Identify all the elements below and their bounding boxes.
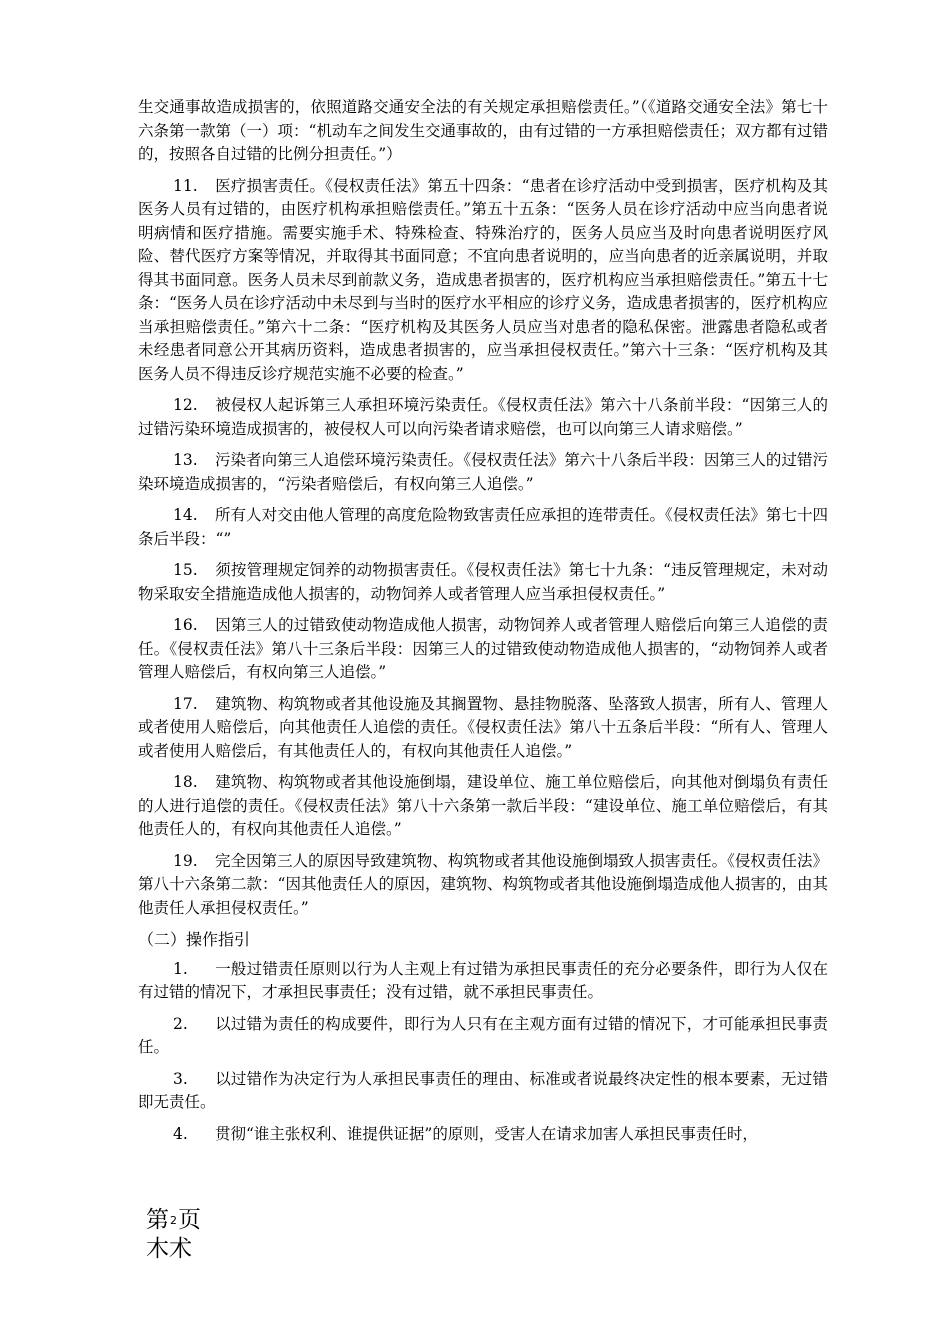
- page-footer: [146, 1206, 201, 1263]
- item-text: 因第三人的过错致使动物造成他人损害，动物饲养人或者管理人赔偿后向第三人追偿的责任。《侵权责任法》第八十三条后半段：因第三人的过错致使动物造成他人损害的，“动物饲养人或者管理人赔偿后，有权向第三人追偿。”: [138, 616, 828, 681]
- list-item: [138, 771, 828, 842]
- item-number: 15.: [173, 561, 198, 579]
- item-number: 18.: [173, 773, 198, 791]
- guide-items-list: [138, 958, 828, 1147]
- item-text: 以过错为责任的构成要件，即行为人只有在主观方面有过错的情况下，才可能承担民事责任。: [138, 1014, 828, 1056]
- item-number: 17.: [173, 694, 198, 713]
- item-text: 贯彻“谁主张权利、谁提供证据”的原则，受害人在请求加害人承担民事责任时，: [215, 1124, 758, 1143]
- list-item: [138, 1123, 828, 1147]
- footer-page-suffix: 页: [178, 1207, 201, 1233]
- item-text: 一般过错责任原则以行为人主观上有过错为承担民事责任的充分必要条件，即行为人仅在有过错的情况下，才承担民事责任；没有过错，就不承担民事责任。: [138, 959, 828, 1001]
- list-item: [138, 1068, 828, 1115]
- item-number: 4.: [173, 1124, 188, 1143]
- item-number: 1.: [173, 959, 188, 978]
- item-text: 建筑物、构筑物或者其他设施及其搁置物、悬挂物脱落、坠落致人损害，所有人、管理人或者使用人赔偿后，向其他责任人追偿的责任。《侵权责任法》第八十五条后半段：“所有人、管理人或者使用人赔偿后，有其他责任人的，有权向其他责任人追偿。”: [138, 694, 828, 760]
- footer-page-label: [146, 1206, 201, 1235]
- list-item: [138, 614, 828, 685]
- list-item: [138, 394, 828, 441]
- item-number: 19.: [173, 851, 198, 870]
- list-item: [138, 850, 828, 921]
- list-item: [138, 449, 828, 496]
- item-text: 所有人对交由他人管理的高度危险物致害责任应承担的连带责任。《侵权责任法》第七十四条后半段：“”: [138, 506, 828, 548]
- item-text: 建筑物、构筑物或者其他设施倒塌，建设单位、施工单位赔偿后，向其他对倒塌负有责任的人进行追偿的责任。《侵权责任法》第八十六条第一款后半段：“建设单位、施工单位赔偿后，有其他责任人的，有权向其他责任人追偿。”: [138, 773, 828, 838]
- liability-items-list: [138, 175, 828, 921]
- item-number: 2.: [173, 1014, 188, 1033]
- item-text: 医疗损害责任。《侵权责任法》第五十四条：“患者在诊疗活动中受到损害，医疗机构及其医务人员有过错的，由医疗机构承担赔偿责任。”第五十五条：“医务人员在诊疗活动中应当向患者说明病情和医疗措施。需要实施手术、特殊检查、特殊治疗的，医务人员应当及时向患者说明医疗风险、替代医疗方案等情况，并取得其书面同意；不宜向患者说明的，应当向患者的近亲属说明，并取得其书面同意。医务人员未尽到前款义务，造成患者损害的，医疗机构应当承担赔偿责任。”第五十七条：“医务人员在诊疗活动中未尽到与当时的医疗水平相应的诊疗义务，造成患者损害的，医疗机构应当承担赔偿责任。”第六十二条：“医疗机构及其医务人员应当对患者的隐私保密。泄露患者隐私或者未经患者同意公开其病历资料，造成患者损害的，应当承担侵权责任。”第六十三条：“医疗机构及其医务人员不得违反诊疗规范实施不必要的检查。”: [138, 176, 828, 383]
- list-item: [138, 958, 828, 1005]
- item-text: 以过错作为决定行为人承担民事责任的理由、标准或者说最终决定性的根本要素，无过错即无责任。: [138, 1069, 828, 1111]
- item-number: 16.: [173, 616, 198, 634]
- section-heading: （二）操作指引: [138, 930, 251, 949]
- item-text: 被侵权人起诉第三人承担环境污染责任。《侵权责任法》第六十八条前半段：“因第三人的过错污染环境造成损害的，被侵权人可以向污染者请求赔偿，也可以向第三人请求赔偿。”: [138, 396, 828, 438]
- page-number: 2: [170, 1213, 177, 1227]
- item-number: 3.: [173, 1069, 188, 1088]
- footer-second-line: 木术: [146, 1235, 192, 1262]
- list-item: [138, 693, 828, 764]
- document-body: [138, 96, 828, 1154]
- list-item: [138, 1013, 828, 1060]
- item-number: 14.: [173, 506, 198, 524]
- item-text: 污染者向第三人追偿环境污染责任。《侵权责任法》第六十八条后半段：因第三人的过错污染环境造成损害的，“污染者赔偿后，有权向第三人追偿。”: [138, 451, 828, 493]
- intro-paragraph: 生交通事故造成损害的，依照道路交通安全法的有关规定承担赔偿责任。”（《道路交通安全法》第七十六条第一款第（一）项：“机动车之间发生交通事故的，由有过错的一方承担赔偿责任；双方都有过错的，按照各自过错的比例分担责任。”）: [138, 98, 828, 163]
- item-number: 13.: [173, 451, 198, 469]
- item-number: 11.: [173, 176, 198, 195]
- item-text: 须按管理规定饲养的动物损害责任。《侵权责任法》第七十九条：“违反管理规定，未对动物采取安全措施造成他人损害的，动物饲养人或者管理人应当承担侵权责任。”: [138, 561, 828, 603]
- item-number: 12.: [173, 396, 198, 414]
- footer-page-prefix: 第: [146, 1207, 169, 1233]
- list-item: [138, 175, 828, 387]
- list-item: [138, 559, 828, 606]
- item-text: 完全因第三人的原因导致建筑物、构筑物或者其他设施倒塌致人损害责任。《侵权责任法》第八十六条第二款：“因其他责任人的原因，建筑物、构筑物或者其他设施倒塌造成他人损害的，由其他责任人承担侵权责任。”: [138, 851, 828, 917]
- list-item: [138, 504, 828, 551]
